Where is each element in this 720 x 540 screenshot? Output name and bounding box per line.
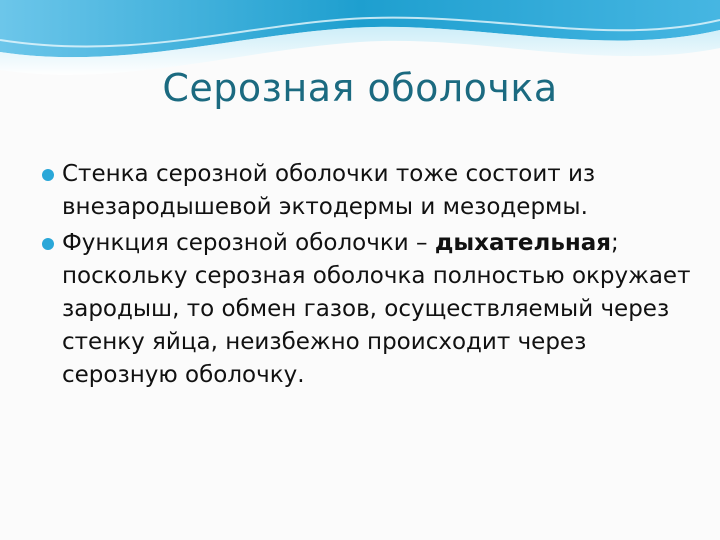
bullet-item [36, 158, 696, 224]
bullet-suffix: ; поскольку серозная оболочка полностью окружает зародыш, то обмен газов, осуществляемый через стенку яйца, неизбежно происходит через серозную оболочку. [62, 230, 691, 388]
bullet-dot-icon [42, 238, 54, 250]
bullet-dot-icon [42, 169, 54, 181]
bullet-text: Стенка серозной оболочки тоже состоит из внезародышевой эктодермы и мезодермы. [62, 161, 596, 220]
bullet-prefix: Функция серозной оболочки – [62, 230, 435, 256]
bullet-list [36, 158, 696, 395]
bullet-item [36, 227, 696, 392]
bullet-bold-term: дыхательная [434, 230, 612, 256]
slide-title: Серозная оболочка [162, 66, 558, 110]
